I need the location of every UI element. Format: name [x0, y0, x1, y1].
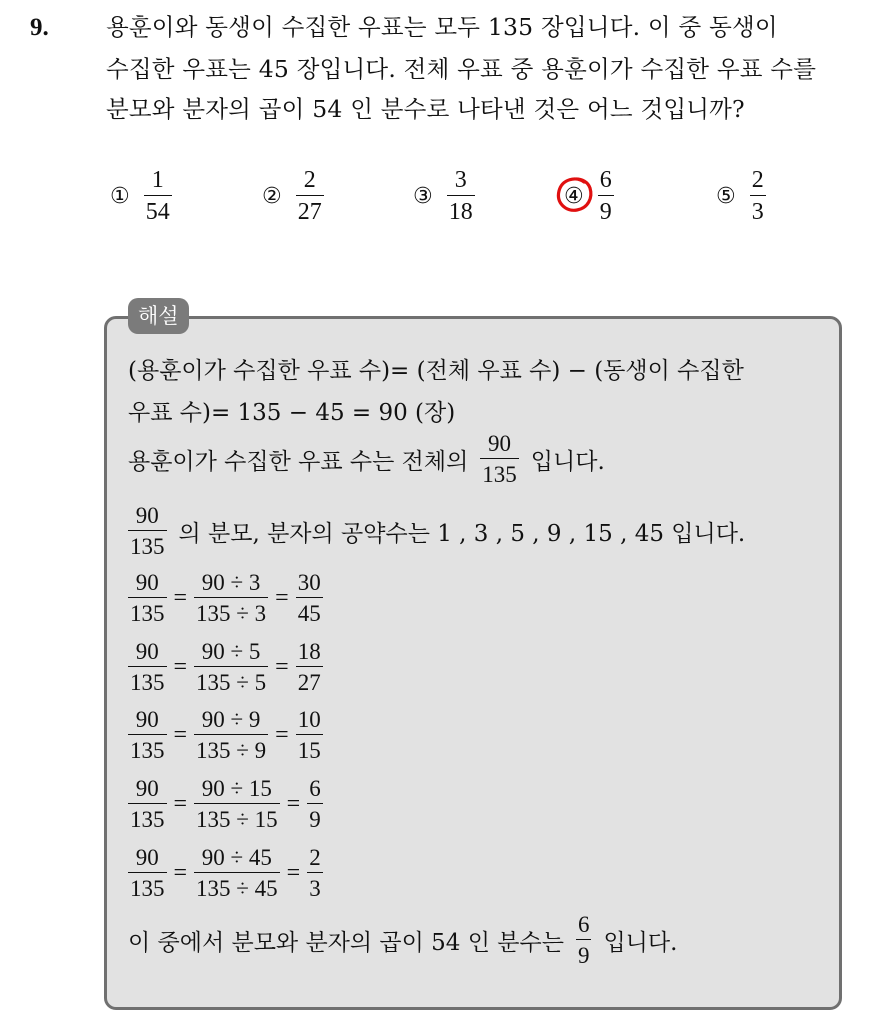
equals-sign: =	[275, 653, 289, 680]
equation-fraction	[128, 571, 167, 625]
choice-3-numerator: 3	[454, 167, 467, 193]
equation-row	[128, 640, 323, 694]
choice-1-denominator: 54	[145, 199, 170, 225]
fraction-bar	[307, 803, 323, 804]
equals-sign: =	[286, 790, 301, 817]
denominator: 135 ÷ 9	[196, 738, 267, 763]
denominator: 135	[130, 534, 165, 559]
equation-row	[128, 571, 323, 625]
fraction-bar	[576, 939, 592, 940]
numerator: 90	[488, 431, 512, 456]
choice-1-fraction	[144, 168, 172, 224]
choice-3[interactable]	[413, 164, 475, 228]
numerator: 30	[297, 570, 321, 595]
numerator: 90	[135, 639, 159, 664]
equation-fraction	[128, 846, 167, 900]
choice-5-denominator: 3	[751, 199, 764, 225]
choice-1[interactable]	[110, 164, 172, 228]
numerator: 6	[309, 776, 321, 801]
denominator: 45	[297, 601, 321, 626]
fraction-bar	[128, 666, 167, 667]
equals-sign: =	[173, 721, 188, 748]
denominator: 9	[577, 943, 590, 968]
question-line-1: 용훈이와 동생이 수집한 우표는 모두 135 장입니다. 이 중 동생이	[106, 13, 778, 41]
denominator: 135 ÷ 15	[196, 807, 278, 832]
denominator: 135 ÷ 3	[196, 601, 267, 626]
numerator: 6	[577, 912, 590, 937]
equals-sign: =	[173, 859, 188, 886]
denominator: 135	[482, 462, 517, 487]
fraction-bar	[194, 734, 268, 735]
denominator: 27	[297, 670, 321, 695]
equals-sign: =	[286, 859, 301, 886]
question-line-3: 분모와 분자의 곱이 54 인 분수로 나타낸 것은 어느 것입니까?	[106, 95, 745, 123]
solution-line-2	[128, 394, 455, 427]
question-line-2: 수집한 우표는 45 장입니다. 전체 우표 중 용훈이가 수집한 우표 수를	[106, 55, 817, 83]
solution-final-line	[128, 913, 677, 967]
fraction-bar	[296, 734, 323, 735]
fraction-bar	[296, 666, 323, 667]
choice-4-numerator: 6	[599, 167, 612, 193]
equation-fraction	[194, 846, 280, 900]
numerator: 90	[135, 503, 159, 528]
denominator: 135	[130, 601, 165, 626]
solution-line-3-end: 입니다.	[530, 448, 605, 475]
final-text-end: 입니다.	[603, 929, 678, 956]
choice-5-label: ⑤	[716, 183, 736, 209]
choice-5-fraction	[750, 168, 766, 224]
equation-fraction	[307, 846, 323, 900]
denominator: 9	[309, 807, 321, 832]
choice-3-denominator: 18	[448, 199, 473, 225]
choice-5[interactable]	[716, 164, 766, 228]
equation-row	[128, 846, 323, 900]
solution-line-1	[128, 352, 744, 385]
numerator: 2	[309, 845, 321, 870]
equation-fraction	[194, 571, 268, 625]
denominator: 135	[130, 670, 165, 695]
denominator: 135	[130, 807, 165, 832]
equals-sign: =	[173, 653, 188, 680]
fraction-bar	[296, 195, 324, 196]
fraction-bar	[128, 872, 167, 873]
fraction-6-9	[576, 913, 592, 967]
fraction-90-135	[128, 504, 167, 558]
solution-line-4-text: 의 분모, 분자의 공약수는 1 , 3 , 5 , 9 , 15 , 45 입니다.	[178, 520, 746, 547]
question-number: 9.	[30, 14, 49, 41]
fraction-bar	[447, 195, 475, 196]
equation-fraction	[194, 640, 268, 694]
denominator: 135	[130, 876, 165, 901]
equation-fraction	[128, 640, 167, 694]
fraction-bar	[598, 195, 614, 196]
denominator: 3	[309, 876, 321, 901]
choice-1-label: ①	[110, 183, 130, 209]
choice-2-label: ②	[262, 183, 282, 209]
numerator: 90 ÷ 5	[201, 639, 261, 664]
fraction-bar	[144, 195, 172, 196]
numerator: 90	[135, 776, 159, 801]
fraction-bar	[307, 872, 323, 873]
solution-line-4	[128, 504, 745, 558]
numerator: 90	[135, 707, 159, 732]
denominator: 135 ÷ 45	[196, 876, 278, 901]
numerator: 18	[297, 639, 321, 664]
equation-fraction	[307, 777, 323, 831]
numerator: 90 ÷ 45	[201, 845, 272, 870]
numerator: 90 ÷ 15	[201, 776, 272, 801]
choice-4[interactable]	[564, 164, 614, 228]
solution-line-2-text: 우표 수)= 135 − 45 = 90 (장)	[128, 400, 456, 426]
fraction-bar	[128, 530, 167, 531]
choice-1-numerator: 1	[151, 167, 164, 193]
denominator: 15	[297, 738, 321, 763]
choice-5-numerator: 2	[751, 167, 764, 193]
choice-2[interactable]	[262, 164, 324, 228]
solution-tag: 해설	[128, 298, 189, 334]
choice-3-fraction	[447, 168, 475, 224]
equation-fraction	[128, 777, 167, 831]
choice-2-denominator: 27	[297, 199, 322, 225]
choice-4-fraction	[598, 168, 614, 224]
equation-fraction	[296, 640, 323, 694]
numerator: 90 ÷ 3	[201, 570, 261, 595]
fraction-bar	[194, 666, 268, 667]
equals-sign: =	[275, 721, 289, 748]
equation-row	[128, 777, 323, 831]
equation-fraction	[194, 708, 268, 762]
fraction-bar	[128, 734, 167, 735]
equation-fraction	[194, 777, 280, 831]
fraction-90-135	[480, 432, 519, 486]
choice-4-label: ④	[564, 184, 584, 209]
fraction-bar	[194, 872, 280, 873]
selected-circle-mark-icon	[554, 174, 596, 216]
numerator: 90 ÷ 9	[201, 707, 261, 732]
fraction-bar	[480, 458, 519, 459]
equals-sign: =	[173, 790, 188, 817]
fraction-bar	[750, 195, 766, 196]
solution-line-3	[128, 432, 605, 486]
solution-line-3-text: 용훈이가 수집한 우표 수는 전체의	[128, 448, 469, 475]
numerator: 10	[297, 707, 321, 732]
solution-line-1-text: (용훈이가 수집한 우표 수)= (전체 우표 수) − (동생이 수집한	[128, 358, 744, 384]
fraction-bar	[194, 803, 280, 804]
equation-fraction	[128, 708, 167, 762]
numerator: 90	[135, 845, 159, 870]
equation-fraction	[296, 571, 323, 625]
denominator: 135 ÷ 5	[196, 670, 267, 695]
equals-sign: =	[275, 584, 289, 611]
choice-2-fraction	[296, 168, 324, 224]
choice-2-numerator: 2	[303, 167, 316, 193]
choice-3-label: ③	[413, 183, 433, 209]
fraction-bar	[194, 597, 268, 598]
equals-sign: =	[173, 584, 188, 611]
choice-4-denominator: 9	[599, 199, 612, 225]
final-text: 이 중에서 분모와 분자의 곱이 54 인 분수는	[128, 929, 564, 956]
equation-row	[128, 708, 323, 762]
fraction-bar	[296, 597, 323, 598]
fraction-bar	[128, 803, 167, 804]
denominator: 135	[130, 738, 165, 763]
fraction-bar	[128, 597, 167, 598]
numerator: 90	[135, 570, 159, 595]
equation-fraction	[296, 708, 323, 762]
